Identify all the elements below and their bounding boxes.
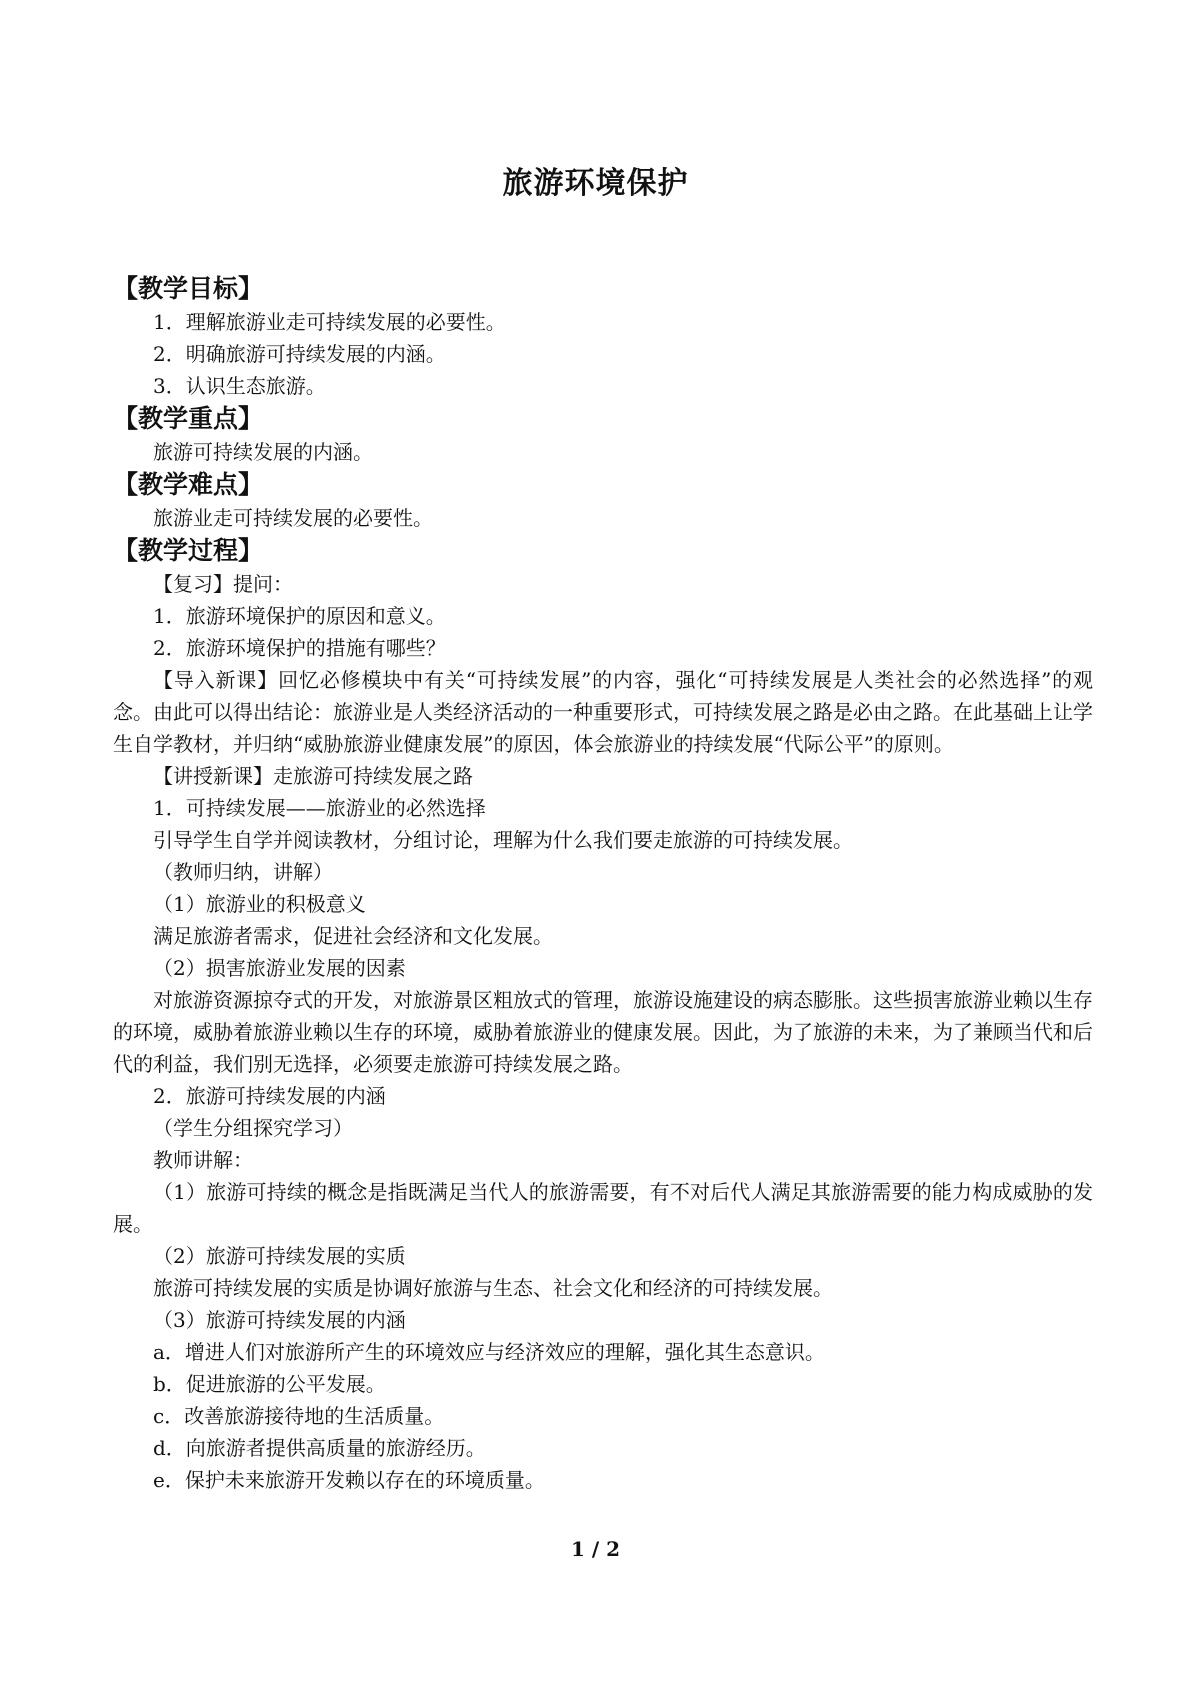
difficulty-text: 旅游业走可持续发展的必要性。 bbox=[153, 506, 433, 530]
document-title: 旅游环境保护 bbox=[502, 166, 689, 201]
intro-paragraph: 【导入新课】回忆必修模块中有关“可持续发展”的内容，强化“可持续发展是人类社会的必然选择”的观念。由此可以得出结论：旅游业是人类经济活动的一种重要形式，可持续发展之路是必由之路。在此基础上让学生自学教材，并归纳“威胁旅游业健康发展”的原因，体会旅游业的持续发展“代际公平”的原则。 bbox=[113, 668, 1093, 756]
part2-sub3-item: b．促进旅游的公平发展。 bbox=[153, 1372, 386, 1396]
objective-item: 3．认识生态旅游。 bbox=[153, 374, 326, 398]
key-point-text: 旅游可持续发展的内涵。 bbox=[153, 440, 373, 464]
review-item: 2．旅游环境保护的措施有哪些？ bbox=[153, 636, 446, 660]
part1-sub1-text: 满足旅游者需求，促进社会经济和文化发展。 bbox=[153, 924, 553, 948]
part1-teacher: （教师归纳，讲解） bbox=[153, 860, 333, 884]
objective-item: 2．明确旅游可持续发展的内涵。 bbox=[153, 342, 446, 366]
part1-sub2: （2）损害旅游业发展的因素 bbox=[153, 956, 406, 980]
part1-guide: 引导学生自学并阅读教材，分组讨论，理解为什么我们要走旅游的可持续发展。 bbox=[153, 828, 853, 852]
part2-sub3-item: d．向旅游者提供高质量的旅游经历。 bbox=[153, 1436, 486, 1460]
page-number: 1 / 2 bbox=[570, 1537, 621, 1561]
review-item: 1．旅游环境保护的原因和意义。 bbox=[153, 604, 446, 628]
part2-sub3-item: c．改善旅游接待地的生活质量。 bbox=[153, 1404, 445, 1428]
heading-key-point: 【教学重点】 bbox=[113, 404, 264, 433]
part1-sub1: （1）旅游业的积极意义 bbox=[153, 892, 366, 916]
part1-title: 1．可持续发展——旅游业的必然选择 bbox=[153, 796, 486, 820]
heading-process: 【教学过程】 bbox=[113, 536, 264, 565]
new-lesson-label: 【讲授新课】走旅游可持续发展之路 bbox=[153, 764, 473, 788]
objective-item: 1．理解旅游业走可持续发展的必要性。 bbox=[153, 310, 506, 334]
part2-sub2: （2）旅游可持续发展的实质 bbox=[153, 1244, 406, 1268]
part2-title: 2．旅游可持续发展的内涵 bbox=[153, 1084, 386, 1108]
review-label: 【复习】提问： bbox=[153, 572, 293, 596]
part2-group: （学生分组探究学习） bbox=[153, 1116, 353, 1140]
part2-sub3: （3）旅游可持续发展的内涵 bbox=[153, 1308, 406, 1332]
part2-teacher: 教师讲解： bbox=[153, 1148, 253, 1172]
part1-sub2-text: 对旅游资源掠夺式的开发，对旅游景区粗放式的管理，旅游设施建设的病态膨胀。这些损害旅游业赖以生存的环境，威胁着旅游业赖以生存的环境，威胁着旅游业的健康发展。因此，为了旅游的未来，为了兼顾当代和后代的利益，我们别无选择，必须要走旅游可持续发展之路。 bbox=[113, 988, 1093, 1076]
document-body bbox=[113, 272, 1093, 1496]
part2-sub1: （1）旅游可持续的概念是指既满足当代人的旅游需要，有不对后代人满足其旅游需要的能力构成威胁的发展。 bbox=[113, 1180, 1093, 1236]
part2-sub3-item: a．增进人们对旅游所产生的环境效应与经济效应的理解，强化其生态意识。 bbox=[153, 1340, 825, 1364]
heading-difficulty: 【教学难点】 bbox=[113, 470, 264, 499]
part2-sub2-text: 旅游可持续发展的实质是协调好旅游与生态、社会文化和经济的可持续发展。 bbox=[153, 1276, 833, 1300]
part2-sub3-item: e．保护未来旅游开发赖以存在的环境质量。 bbox=[153, 1468, 545, 1492]
heading-objectives: 【教学目标】 bbox=[113, 274, 264, 303]
